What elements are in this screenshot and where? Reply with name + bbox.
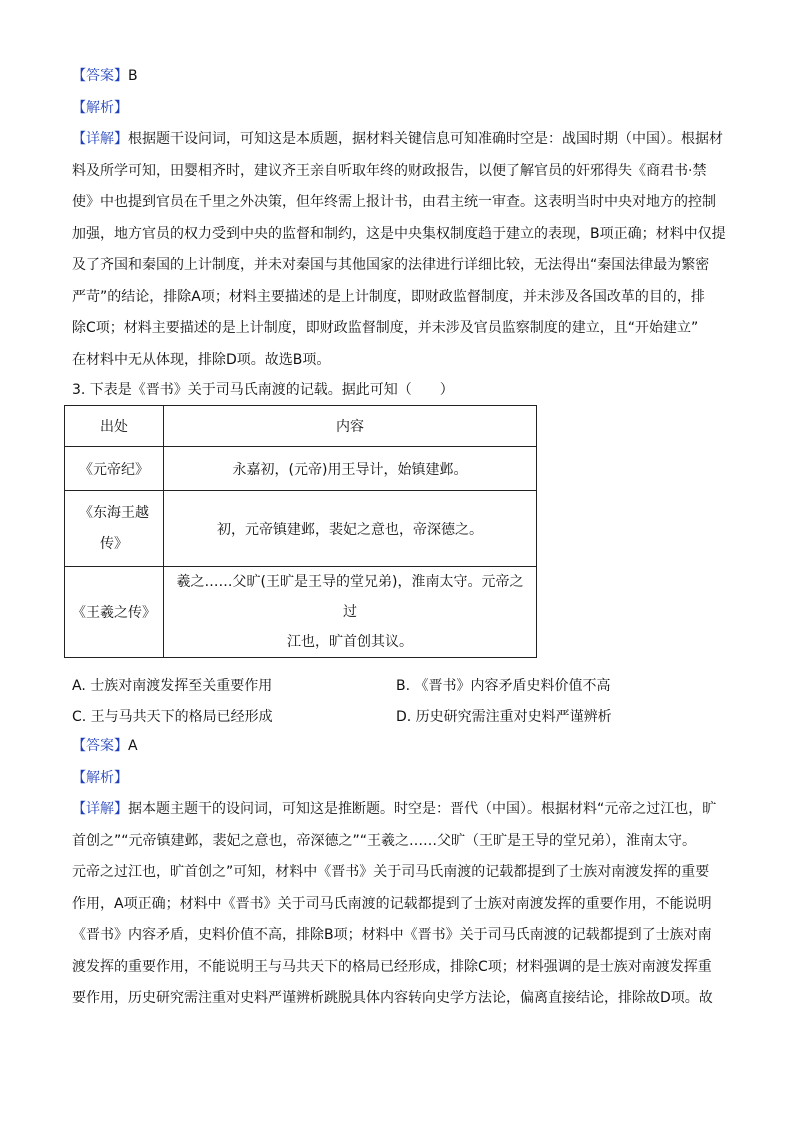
detail-line: 料及所学可知，田婴相齐时，建议齐王亲自听取年终的财政报告，以便了解官员的奸邪得失《商君书·禁: [72, 162, 707, 179]
table-row: [65, 567, 537, 658]
detail-line: 【详解】据本题主题干的设问词，可知这是推断题。时空是：晋代（中国）。根据材料“元帝之过江也，旷: [72, 801, 717, 817]
q3-stem: 3. 下表是《晋书》关于司马氏南渡的记载。据此可知（ ）: [72, 382, 454, 398]
answer-tag: 【答案】: [72, 738, 128, 754]
answer-value: A: [128, 738, 138, 754]
header-content: 内容: [164, 406, 537, 447]
detail-line: 首创之”“元帝镇建邺，裴妃之意也，帝深德之”“王羲之……父旷（王旷是王导的堂兄弟），淮南太守。: [72, 832, 697, 849]
cell-content: 永嘉初，(元帝)用王导计，始镇建邺。: [164, 447, 537, 491]
detail-line: 在材料中无从体现，排除D项。故选B项。: [72, 351, 331, 368]
q2-analysis-tag: 【解析】: [72, 100, 128, 116]
detail-tag: 【详解】: [72, 801, 128, 817]
cell-content: 初，元帝镇建邺，裴妃之意也，帝深德之。: [164, 491, 537, 567]
cell-source: 《元帝纪》: [65, 447, 164, 491]
q3-answer: [72, 736, 138, 756]
table-row: [65, 491, 537, 567]
detail-line: 《晋书》内容矛盾，史料价值不高，排除B项；材料中《晋书》关于司马氏南渡的记载都提到了士族对南: [72, 927, 712, 943]
detail-line: 作用，A项正确；材料中《晋书》关于司马氏南渡的记载都提到了士族对南渡发挥的重要作用，不能说明: [72, 895, 712, 912]
cell-source: 《王羲之传》: [65, 567, 164, 658]
option-a: A. 士族对南渡发挥至关重要作用: [72, 678, 273, 694]
answer-tag: 【答案】: [72, 68, 128, 84]
table-row: [65, 447, 537, 491]
detail-line: 加强，地方官员的权力受到中央的监督和制约，这是中央集权制度趋于建立的表现，B项正确；材料中仅提: [72, 225, 726, 242]
table-header-row: [65, 406, 537, 447]
option-b: B. 《晋书》内容矛盾史料价值不高: [396, 678, 611, 694]
source-table: [64, 405, 537, 658]
detail-line: 严苛”的结论，排除A项；材料主要描述的是上计制度，即财政监督制度，并未涉及各国改革的目的，排: [72, 288, 705, 305]
q3-analysis-tag: 【解析】: [72, 770, 128, 786]
q2-answer: [72, 66, 138, 86]
header-source: 出处: [65, 406, 164, 447]
q2-detail: [72, 124, 732, 376]
cell-source: 《东海王越 传》: [65, 491, 164, 567]
option-d: D. 历史研究需注重对史料严谨辨析: [396, 709, 612, 725]
q3-detail: [72, 794, 732, 1015]
option-c: C. 王与马共天下的格局已经形成: [72, 709, 273, 725]
cell-content: 羲之……父旷(王旷是王导的堂兄弟)，淮南太守。元帝之过 江也，旷首创其议。: [164, 567, 537, 658]
detail-line: 使》中也提到官员在千里之外决策，但年终需上报计书，由君主统一审查。这表明当时中央对地方的控制: [72, 194, 716, 210]
detail-tag: 【详解】: [72, 131, 128, 147]
detail-line: 及了齐国和秦国的上计制度，并未对秦国与其他国家的法律进行详细比较，无法得出“秦国法律最为繁密: [72, 257, 710, 273]
detail-line: 【详解】根据题干设问词，可知这是本质题，据材料关键信息可知准确时空是：战国时期（中国）。根据材: [72, 131, 723, 147]
detail-line: 渡发挥的重要作用，不能说明王与马共天下的格局已经形成，排除C项；材料强调的是士族对南渡发挥重: [72, 958, 712, 975]
detail-line: 元帝之过江也，旷首创之”可知，材料中《晋书》关于司马氏南渡的记载都提到了士族对南渡发挥的重要: [72, 864, 710, 880]
answer-value: B: [128, 68, 138, 84]
detail-line: 除C项；材料主要描述的是上计制度，即财政监督制度，并未涉及官员监察制度的建立，且“开始建立”: [72, 320, 699, 336]
detail-line: 要作用，历史研究需注重对史料严谨辨析跳脱具体内容转向史学方法论，偏离直接结论，排除故D项。故: [72, 990, 713, 1006]
